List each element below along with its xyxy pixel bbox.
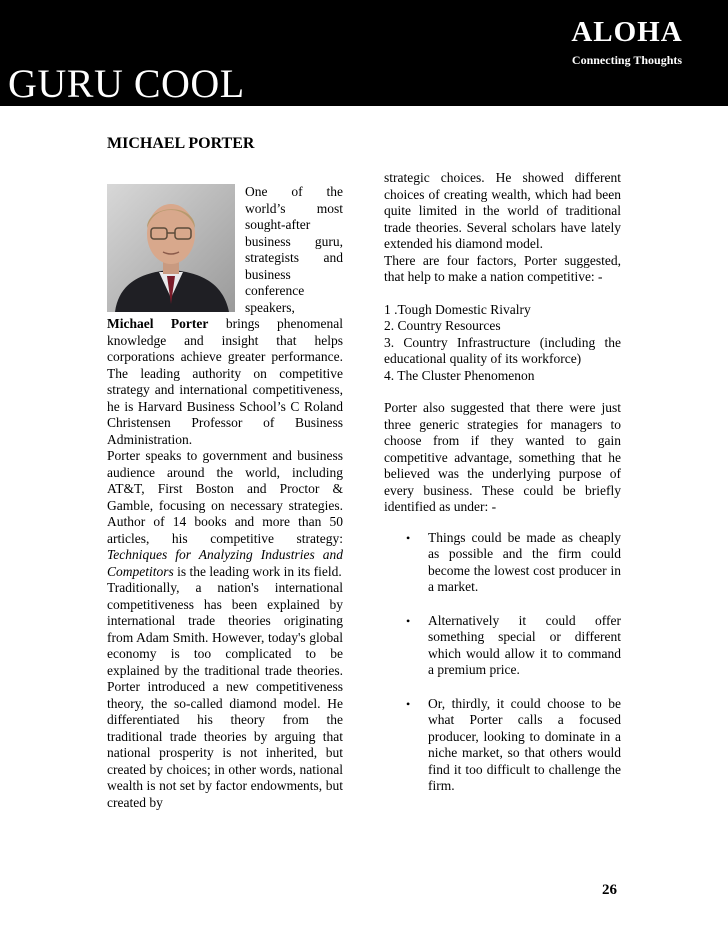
factor-item: 3. Country Infrastructure (including the educational quality of its workforce) xyxy=(384,334,621,366)
bullet-icon: • xyxy=(406,530,411,545)
paragraph-four-factors: There are four factors, Porter suggested, that help to make a nation competitive: - xyxy=(384,252,621,284)
paragraph-strategic-choices: strategic choices. He showed different choices of creating wealth, which had been quite limited in the world of traditional trade theories. Several scholars have lately extended his diamond model. xyxy=(384,170,621,251)
paragraph-speaking-text: Porter speaks to government and business audience around the world, including AT&T, First Boston and Proctor & Gamble, focusing on necessary strategies. Author of 14 books and more than 50 articles, his competitive strategy: xyxy=(107,448,343,546)
right-column xyxy=(384,170,621,812)
bullet-icon: • xyxy=(406,696,411,711)
book-title: Techniques for Analyzing Industries and Competitors xyxy=(107,547,343,579)
paragraph-intro-rest: brings phenomenal knowledge and insight that helps corporations achieve greater performance. The leading authority on competitive strategy and international competitiveness, he is Harvard Business School’s C Roland Christensen Professor of Business Administration. xyxy=(107,316,343,447)
strategy-text: Alternatively it could offer something special or different which would allow it to command a premium price. xyxy=(428,612,621,677)
header-banner xyxy=(0,0,728,106)
page-number: 26 xyxy=(602,882,617,898)
strategy-item xyxy=(384,613,621,679)
paragraph-intro xyxy=(107,316,343,448)
subject-name: Michael Porter xyxy=(107,316,209,331)
portrait-photo xyxy=(107,184,235,312)
intro-text: One of the world’s most sought-after business guru, strategists and business conference speakers, xyxy=(245,184,343,315)
factor-item: 2. Country Resources xyxy=(384,318,501,333)
paragraph-speaking xyxy=(107,448,343,580)
paragraph-theory: Traditionally, a nation's international competitiveness has been explained by international trade theories originating from Adam Smith. However, today's global economy is too complicated to be explained by the traditional trade theories. Porter introduced a new competitiveness theory, the so-called diamond model. He differentiated his theory from the traditional trade theories by arguing that national prosperity is not inherited, but created by choices; in other words, national wealth is not set by factor endowments, but created by xyxy=(107,580,343,810)
brand-tagline: Connecting Thoughts xyxy=(571,53,683,67)
factor-item: 4. The Cluster Phenomenon xyxy=(384,367,535,383)
left-column xyxy=(107,184,343,811)
brand-name: ALOHA xyxy=(571,16,683,48)
strategy-text: Or, thirdly, it could choose to be what Porter calls a focused producer, looking to dominate in a niche market, so that others would find it too difficult to challenge the firm. xyxy=(428,695,621,793)
factor-list xyxy=(384,302,621,385)
strategy-item xyxy=(384,696,621,795)
strategy-text: Things could be made as cheaply as possible and the firm could become the lowest cost producer in a market. xyxy=(428,529,621,594)
factor-item: 1 .Tough Domestic Rivalry xyxy=(384,301,531,317)
strategy-item xyxy=(384,530,621,596)
brand-block xyxy=(552,14,702,68)
strategy-list xyxy=(384,530,621,795)
article-title: MICHAEL PORTER xyxy=(107,135,255,152)
bullet-icon: • xyxy=(406,613,411,628)
site-title: GURU COOL xyxy=(8,61,245,106)
paragraph-speaking-end: is the leading work in its field. xyxy=(173,563,342,579)
paragraph-generic-strategies: Porter also suggested that there were just three generic strategies for managers to choose from if they wanted to gain competitive advantage, something that he believed was the underlying purpose of every business. These could be briefly identified as under: - xyxy=(384,400,621,514)
